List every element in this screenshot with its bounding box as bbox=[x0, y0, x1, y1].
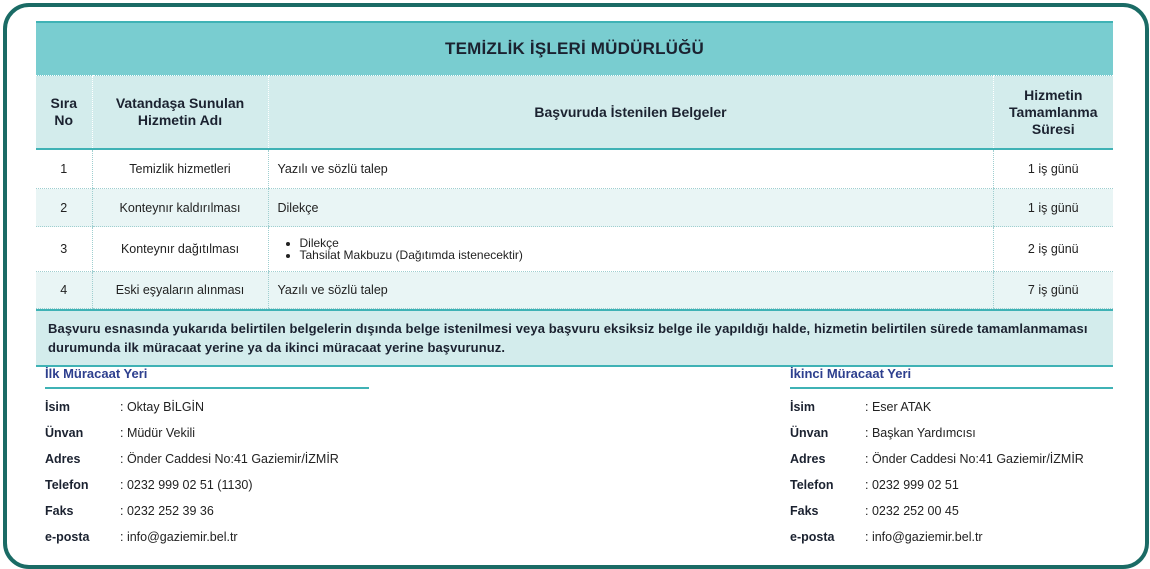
documents-list bbox=[278, 237, 992, 261]
required-documents: Yazılı ve sözlü talep bbox=[268, 149, 993, 189]
contact-row-name bbox=[45, 394, 339, 420]
header-sira-no: Sıra No bbox=[36, 76, 92, 150]
service-name: Temizlik hizmetleri bbox=[92, 149, 268, 189]
field-label: Telefon bbox=[45, 478, 89, 492]
field-label: Faks bbox=[790, 504, 819, 518]
table-row bbox=[36, 272, 1113, 309]
field-value: : Müdür Vekili bbox=[120, 426, 196, 440]
list-item: • Dilekçe bbox=[300, 237, 992, 249]
field-value: : info@gaziemir.bel.tr bbox=[865, 530, 983, 544]
field-value: : 0232 252 00 45 bbox=[865, 504, 959, 518]
second-contact-heading: İkinci Müracaat Yeri bbox=[790, 366, 1113, 389]
field-label: Faks bbox=[45, 504, 74, 518]
row-number: 3 bbox=[36, 227, 92, 272]
contact-row-title bbox=[45, 420, 339, 446]
required-documents bbox=[268, 227, 993, 272]
field-value: : 0232 252 39 36 bbox=[120, 504, 214, 518]
completion-time: 1 iş günü bbox=[993, 189, 1113, 227]
table-row bbox=[36, 227, 1113, 272]
second-contact-section bbox=[790, 366, 1113, 550]
contact-row-address bbox=[790, 446, 1084, 472]
service-name: Konteynır dağıtılması bbox=[92, 227, 268, 272]
field-label: Adres bbox=[790, 452, 826, 466]
completion-time: 7 iş günü bbox=[993, 272, 1113, 309]
first-contact-details bbox=[45, 394, 339, 550]
contact-row-fax bbox=[790, 498, 1084, 524]
row-number: 1 bbox=[36, 149, 92, 189]
field-value: : Önder Caddesi No:41 Gaziemir/İZMİR bbox=[865, 452, 1084, 466]
field-value: : info@gaziemir.bel.tr bbox=[120, 530, 238, 544]
service-standards-panel bbox=[36, 21, 1113, 367]
field-value: : Eser ATAK bbox=[865, 400, 932, 414]
field-label: e-posta bbox=[45, 530, 90, 544]
service-table bbox=[36, 21, 1113, 309]
service-name: Konteynır kaldırılması bbox=[92, 189, 268, 227]
row-number: 4 bbox=[36, 272, 92, 309]
contact-row-phone bbox=[45, 472, 339, 498]
contact-row-address bbox=[45, 446, 339, 472]
completion-time: 2 iş günü bbox=[993, 227, 1113, 272]
field-value: : Önder Caddesi No:41 Gaziemir/İZMİR bbox=[120, 452, 339, 466]
contact-row-email bbox=[45, 524, 339, 550]
field-label: e-posta bbox=[790, 530, 835, 544]
header-completion-time: Hizmetin Tamamlanma Süresi bbox=[993, 76, 1113, 150]
required-documents: Yazılı ve sözlü talep bbox=[268, 272, 993, 309]
field-value: : 0232 999 02 51 (1130) bbox=[120, 478, 253, 492]
header-required-documents: Başvuruda İstenilen Belgeler bbox=[268, 76, 993, 150]
field-label: İsim bbox=[790, 400, 816, 414]
page-title: TEMİZLİK İŞLERİ MÜDÜRLÜĞÜ bbox=[36, 22, 1113, 76]
field-label: Ünvan bbox=[790, 426, 829, 440]
second-contact-details bbox=[790, 394, 1084, 550]
header-service-name: Vatandaşa Sunulan Hizmetin Adı bbox=[92, 76, 268, 150]
table-row bbox=[36, 149, 1113, 189]
row-number: 2 bbox=[36, 189, 92, 227]
field-label: Ünvan bbox=[45, 426, 84, 440]
contact-row-email bbox=[790, 524, 1084, 550]
list-item: • Tahsilat Makbuzu (Dağıtımda istenecektir) bbox=[300, 249, 992, 261]
contact-row-name bbox=[790, 394, 1084, 420]
field-value: : 0232 999 02 51 bbox=[865, 478, 959, 492]
table-row bbox=[36, 189, 1113, 227]
contact-row-phone bbox=[790, 472, 1084, 498]
first-contact-heading: İlk Müracaat Yeri bbox=[45, 366, 369, 389]
field-label: Adres bbox=[45, 452, 81, 466]
field-label: Telefon bbox=[790, 478, 834, 492]
field-value: : Oktay BİLGİN bbox=[120, 400, 205, 414]
completion-time: 1 iş günü bbox=[993, 149, 1113, 189]
contact-row-fax bbox=[45, 498, 339, 524]
contact-row-title bbox=[790, 420, 1084, 446]
service-name: Eski eşyaların alınması bbox=[92, 272, 268, 309]
field-label: İsim bbox=[45, 400, 71, 414]
application-note: Başvuru esnasında yukarıda belirtilen belgelerin dışında belge istenilmesi veya başvuru eksiksiz belge ile yapıldığı halde, hizmetin belirtilen sürede tamamlanmaması durumunda ilk müracaat yerine ya da ikinci müracaat yerine başvurunuz. bbox=[36, 309, 1113, 367]
first-contact-section bbox=[45, 366, 369, 550]
field-value: : Başkan Yardımcısı bbox=[865, 426, 976, 440]
required-documents: Dilekçe bbox=[268, 189, 993, 227]
